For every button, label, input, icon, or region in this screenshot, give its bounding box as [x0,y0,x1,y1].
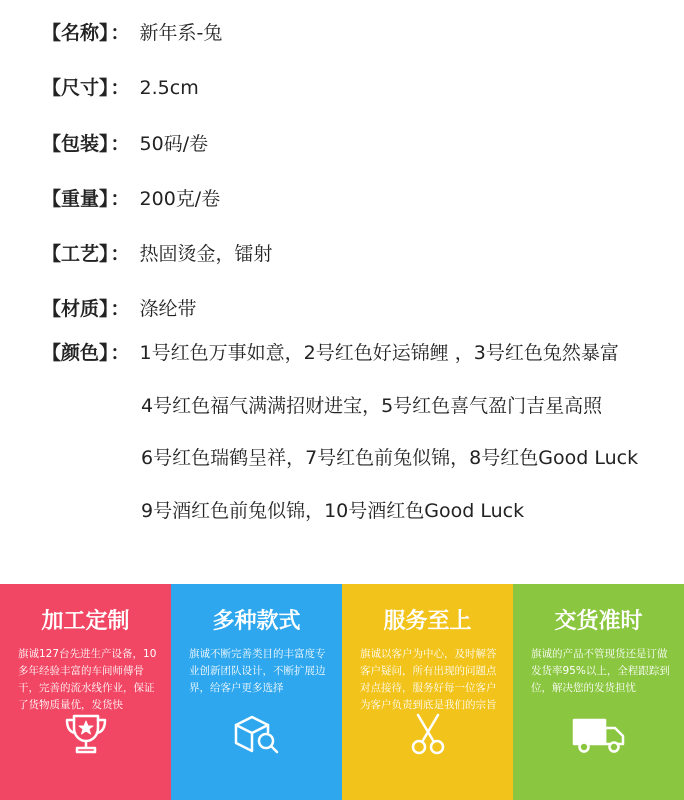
feature-title: 多种款式 [212,609,301,634]
spec-sep: ： [110,22,130,44]
spec-row-process [42,242,273,266]
box-search-icon [232,712,282,760]
feature-panel-delivery [513,584,684,800]
feature-panels [0,584,684,800]
spec-key: 【重量】 [42,188,109,210]
color-line: 9号酒红色前兔似锦，10号酒红色Good Luck [141,500,525,522]
spec-sep: ： [110,342,130,364]
spec-value: 涤纶带 [139,298,197,320]
feature-title: 加工定制 [41,609,130,634]
spec-row-weight [42,187,220,211]
spec-sep: ： [110,77,130,99]
spec-value: 新年系-兔 [139,22,223,44]
scissors-icon [403,712,453,760]
feature-desc: 旗诚的产品不管现货还是订做发货率95%以上，全程跟踪到位，解决您的发货担忧 [531,648,670,694]
spec-value: 2.5cm [139,77,199,99]
spec-row-size [42,76,199,100]
spec-sep: ： [110,298,130,320]
spec-key: 【包装】 [42,133,109,155]
spec-value: 热固烫金，镭射 [139,243,273,265]
spec-key: 【尺寸】 [42,77,109,99]
feature-desc: 旗诚以客户为中心，及时解答客户疑问，所有出现的问题点对点接待，服务好每一位客户为客户负责到底是我们的宗旨 [360,648,497,711]
spec-sep: ： [110,133,130,155]
spec-value: 50码/卷 [139,133,209,155]
spec-row-color [42,341,619,365]
spec-sep: ： [110,188,130,210]
spec-sep: ： [110,243,130,265]
trophy-icon [61,712,111,760]
spec-row-material [42,297,197,321]
spec-row-name [42,21,222,45]
spec-value: 200克/卷 [139,188,221,210]
feature-panel-service [342,584,513,800]
spec-key: 【材质】 [42,298,109,320]
feature-desc: 旗诚不断完善类目的丰富度专业创新团队设计，不断扩展边界，给客户更多选择 [189,648,326,694]
feature-panel-styles [171,584,342,800]
spec-key: 【名称】 [42,22,109,44]
spec-value: 1号红色万事如意，2号红色好运锦鲤 ，3号红色兔然暴富 [139,342,619,364]
feature-title: 交货准时 [554,609,643,634]
color-line: 4号红色福气满满招财进宝，5号红色喜气盈门吉星高照 [141,395,603,417]
feature-panel-custom [0,584,171,800]
spec-row-packaging [42,132,208,156]
truck-icon [571,712,627,760]
color-line: 6号红色瑞鹤呈祥，7号红色前兔似锦，8号红色Good Luck [141,447,639,469]
spec-key: 【颜色】 [42,342,109,364]
feature-desc: 旗诚127台先进生产设备，10多年经验丰富的车间师傅骨干，完善的流水线作业，保证了货物质量优，发货快 [18,648,157,711]
spec-key: 【工艺】 [42,243,109,265]
feature-title: 服务至上 [383,609,472,634]
